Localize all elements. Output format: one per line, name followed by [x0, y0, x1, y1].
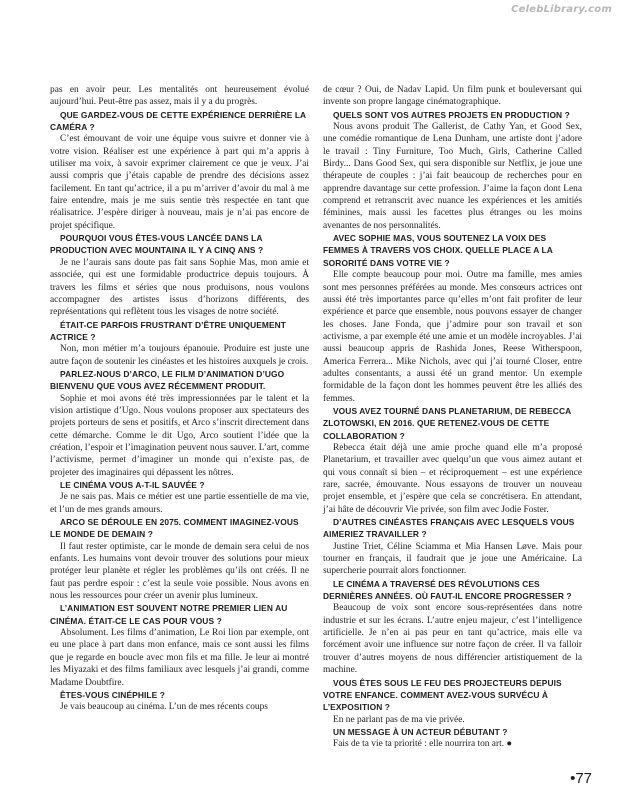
answer-paragraph: de cœur ? Oui, de Nadav Lapid. Un film punk et bouleversant qui invente son propre langage cinématographique. — [323, 85, 582, 108]
answer-paragraph: Nous avons produit The Gallerist, de Cathy Yan, et Good Sex, une comédie romantique de Lena Dunham, une artiste dont j’adore le travail : Tiny Furniture, Too Much, Girls, Catherine Called Birdy... Dans Good Sex, qui sera disponible sur Netflix, je joue une thérapeute de couples : j’ai fait beaucoup de recherches pour en apprendre davantage sur cette profession. J’aime la façon dont Lena comprend et retranscrit avec nuance les expériences et les amitiés féminines, mais aussi les facettes plus étranges ou les moins avenantes de nos personnalités. — [323, 122, 582, 231]
question-heading: L’ANIMATION EST SOUVENT NOTRE PREMIER LIEN AU CINÉMA. ÉTAIT-CE LE CAS POUR VOUS ? — [50, 603, 288, 626]
page-number: •77 — [570, 770, 592, 787]
question-heading: ARCO SE DÉROULE EN 2075. COMMENT IMAGINEZ-VOUS LE MONDE DE DEMAIN ? — [50, 517, 299, 540]
answer-paragraph: Sophie et moi avons été très impressionnées par le talent et la vision artistique d’Ugo. Nous voulons proposer aux spectateurs des projets porteurs de sens et positifs, et Arco s’inscrit directement dans cette démarche. Comme le dit Ugo, Arco soutient l’idée que la création, l’espoir et l’imagination peuvent nous sauver. L’art, comme l’activisme, permet d’imaginer un monde qui n’existe pas, de projeter des imaginaires qui dépassent les nôtres. — [50, 393, 309, 478]
answer-paragraph: pas en avoir peur. Les mentalités ont heureusement évolué aujourd’hui. Peut-être pas assez, mais il y a du progrès. — [50, 85, 309, 108]
answer-paragraph: Beaucoup de voix sont encore sous-représentées dans notre industrie et sur les écrans. L’autre enjeu majeur, c’est l’intelligence artificielle. Je n’en ai pas peur en tant qu’actrice, mais elle va forcément avoir une influence sur notre façon de créer. Il va falloir trouver d’autres moyens de nous différencier artistiquement de la machine. — [323, 603, 582, 676]
right-column — [323, 84, 582, 751]
answer-paragraph: Il faut rester optimiste, car le monde de demain sera celui de nos enfants. Les humains vont devoir trouver des solutions pour mieux protéger leur planète et régler les problèmes qu’ils ont créés. Il ne faut pas perdre espoir : c’est la seule voie possible. Nous avons en nous les ressources pour créer un avenir plus lumineux. — [50, 541, 309, 602]
question-heading: ÊTES-VOUS CINÉPHILE ? — [60, 689, 165, 700]
question-heading: LE CINÉMA A TRAVERSÉ DES RÉVOLUTIONS CES DERNIÈRES ANNÉES. OÙ FAUT-IL ENCORE PROGRESSER ? — [323, 578, 572, 602]
answer-paragraph: Non, mon métier m’a toujours épanouie. Produire est juste une autre façon de soutenir les cinéastes et les histoires auxquels je crois. — [50, 344, 309, 367]
question-heading: LE CINÉMA VOUS A-T-IL SAUVÉE ? — [60, 480, 205, 490]
watermark: CelebLibrary.com — [511, 4, 612, 15]
question-heading: QUELS SONT VOS AUTRES PROJETS EN PRODUCTION ? — [333, 109, 570, 120]
question-heading: VOUS AVEZ TOURNÉ DANS PLANETARIUM, DE REBECCA ZLOTOWSKI, EN 2016. QUE RETENEZ-VOUS DE CETTE COLLABORATION ? — [323, 405, 571, 441]
question-heading: QUE GARDEZ-VOUS DE CETTE EXPÉRIENCE DERRIÈRE LA CAMÉRA ? — [50, 109, 306, 133]
question-heading: POURQUOI VOUS ÊTES-VOUS LANCÉE DANS LA PRODUCTION AVEC MOUNTAINA IL Y A CINQ ANS ? — [50, 233, 264, 256]
answer-paragraph: Absolument. Les films d’animation, Le Roi lion par exemple, ont eu une place à part dans mon enfance, mais ce sont aussi les films que je regarde en boucle avec mon fils et ma fille. Je leur ai montré les Miyazaki et des films familiaux avec lesquels j’ai grandi, comme Madame Doubtfire. — [50, 628, 309, 688]
answer-paragraph: Elle compte beaucoup pour moi. Outre ma famille, mes amies sont mes personnes préférées au monde. Mes consœurs actrices ont aussi été très importantes parce qu’elles m’ont fait profiter de leur expérience et parce que ensemble, nous pouvons essayer de changer les choses. Jane Fonda, que j’admire pour son travail et son activisme, a par exemple été une amie et un modèle incroyables. J’ai aussi beaucoup appris de Rashida Jones, Reese Witherspoon, America Ferrera... Mike Nichols, avec qui j’ai tourné Closer, entre adultes consentants, a aussi été un grand mentor. Un exemple formidable de la façon dont les hommes peuvent être les alliés des femmes. — [323, 270, 582, 404]
answer-paragraph: C’est émouvant de voir une équipe vous suivre et donner vie à votre vision. Réaliser est une expérience à part qui m’a appris à utiliser ma voix, à savoir exprimer clairement ce que je veux. J’ai aussi compris que j’étais capable de prendre des décisions assez facilement. En tant qu’actrice, il a pu m’arriver d’avoir du mal à me faire entendre, mais je me suis sentie très respectée en tant que réalisatrice. J’espère diriger à nouveau, mais je n’ai pas encore de projet spécifique. — [50, 134, 309, 231]
question-heading: UN MESSAGE À UN ACTEUR DÉBUTANT ? — [333, 726, 508, 737]
answer-paragraph: Fais de ta vie ta priorité : elle nourrira ton art. ● — [333, 739, 513, 750]
answer-paragraph: Rebecca était déjà une amie proche quand elle m’a proposé Planetarium, et travailler avec quelqu’un que vous aimez autant et qui vous connaît si bien – et réciproquement – est une expérience rare, sacrée, émouvante. Nous essayons de trouver un nouveau projet ensemble, et j’espère que cela se concrétisera. En attendant, j’ai hâte de découvrir Vie privée, son film avec Jodie Foster. — [323, 442, 582, 515]
left-column — [50, 84, 309, 714]
question-heading: VOUS ÊTES SOUS LE FEU DES PROJECTEURS DEPUIS VOTRE ENFANCE. COMMENT AVEZ-VOUS SURVÉCU À L’EXPOSITION ? — [323, 677, 562, 713]
answer-paragraph: Je ne l’aurais sans doute pas fait sans Sophie Mas, mon amie et associée, qui est une formidable productrice depuis toujours. À travers les films et séries que nous produisons, nous voulons accompagner des artistes issus d’horizons différents, des représentations qui reflètent tous les visages de notre société. — [50, 257, 309, 318]
question-heading: AVEC SOPHIE MAS, VOUS SOUTENEZ LA VOIX DES FEMMES À TRAVERS VOS CHOIX. QUELLE PLACE A LA SORORITÉ DANS VOTRE VIE ? — [323, 233, 553, 268]
question-heading: PARLEZ-NOUS D’ARCO, LE FILM D’ANIMATION D’UGO BIENVENU QUE VOUS AVEZ RÉCEMMENT PRODUIT. — [50, 368, 285, 392]
answer-paragraph: Je ne sais pas. Mais ce métier est une partie essentielle de ma vie, et l’un de mes grands amours. — [50, 492, 309, 515]
question-heading: ÉTAIT-CE PARFOIS FRUSTRANT D’ÊTRE UNIQUEMENT ACTRICE ? — [50, 319, 287, 342]
answer-paragraph: Je vais beaucoup au cinéma. L’un de mes récents coups — [60, 702, 268, 713]
question-heading: D’AUTRES CINÉASTES FRANÇAIS AVEC LESQUELS VOUS AIMERIEZ TRAVAILLER ? — [323, 517, 575, 540]
answer-paragraph: En ne parlant pas de ma vie privée. — [333, 714, 465, 725]
answer-paragraph: Justine Triet, Céline Sciamma et Mia Hansen Løve. Mais pour tourner en français, il faudrait que je joue une Américaine. La supercherie pourrait alors fonctionner. — [323, 541, 582, 577]
